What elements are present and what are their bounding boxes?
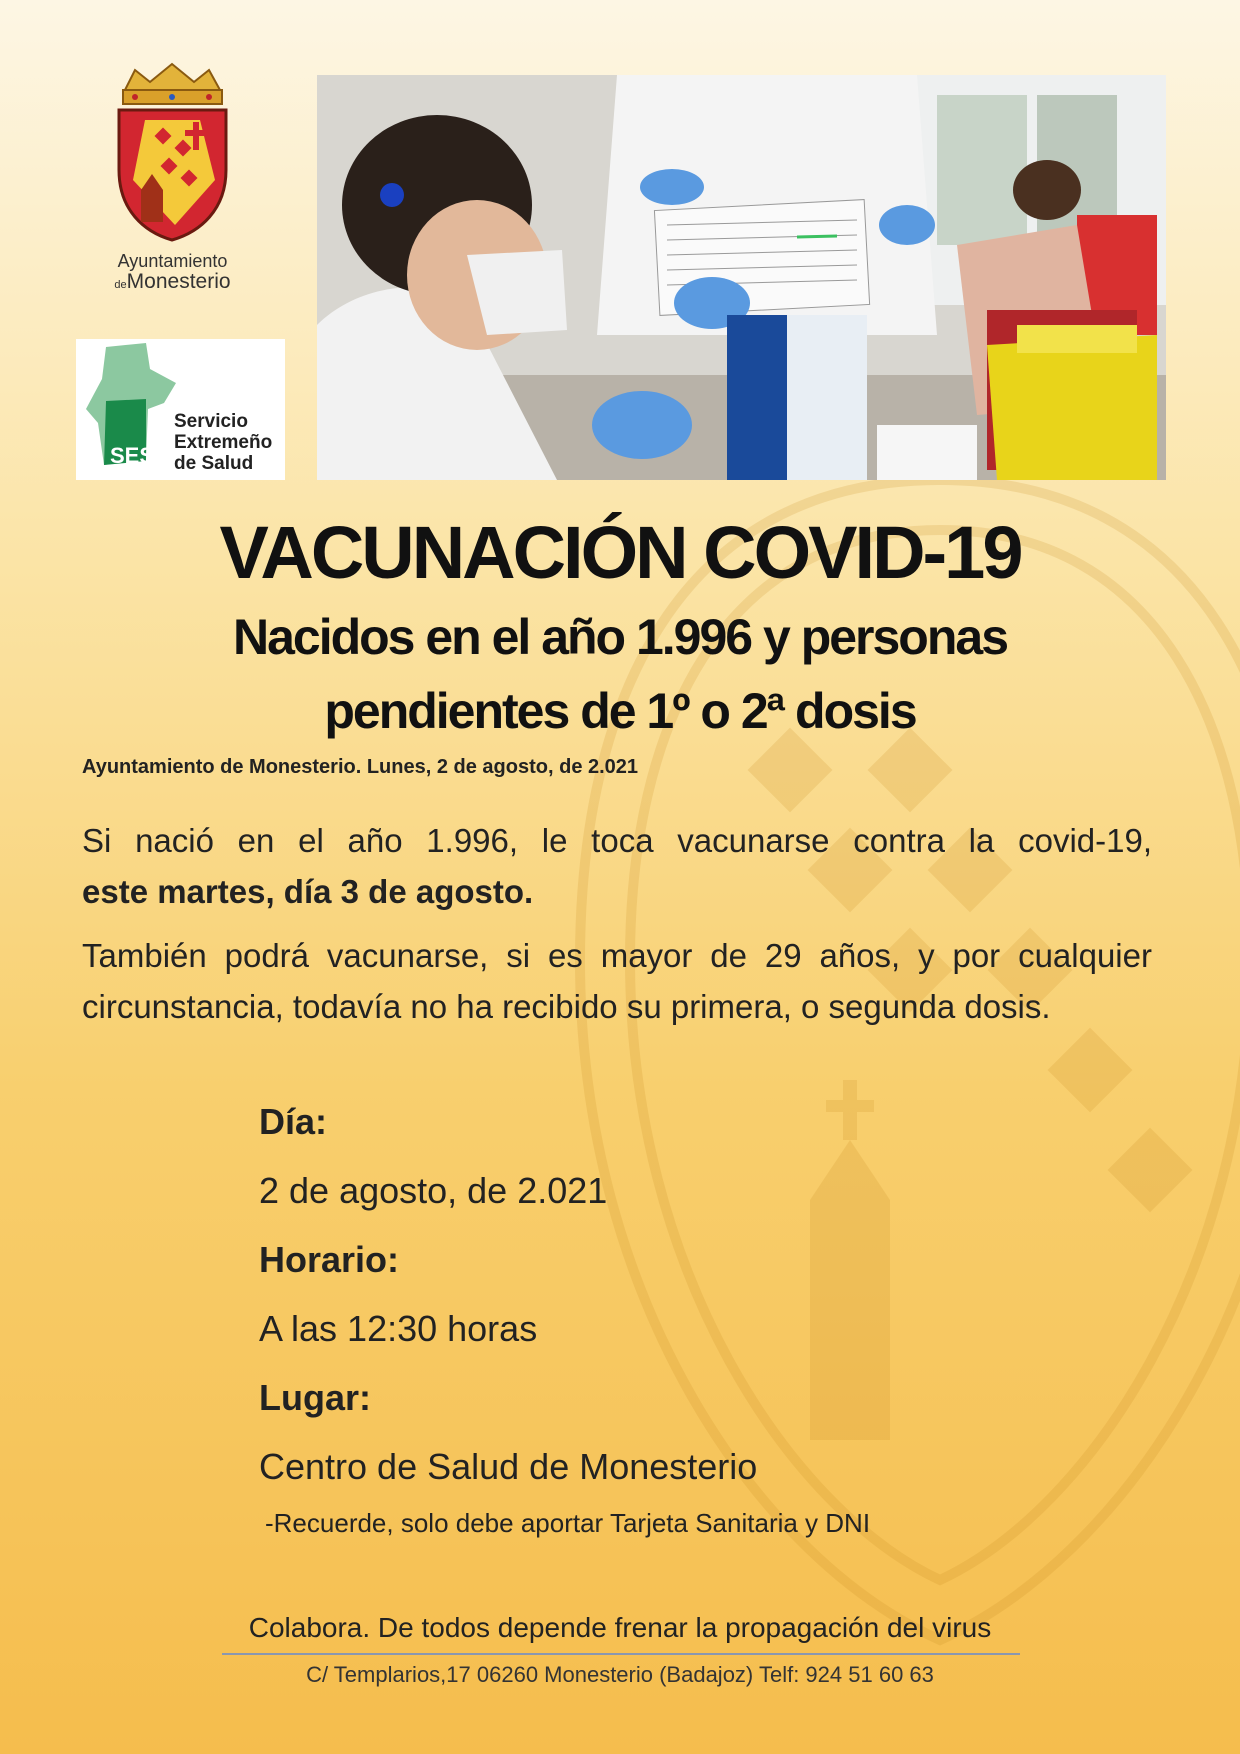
appointment-details [259,1097,757,1511]
body-paragraph-1: Si nació en el año 1.996, le toca vacunarse contra la covid-19, este martes, día 3 de agosto. [82,822,1152,910]
poster-title: VACUNACIÓN COVID-19 [219,511,1021,594]
vaccination-photo [317,75,1166,480]
poster-subtitle: Nacidos en el año 1.996 y personas pendientes de 1º o 2ª dosis [232,609,1008,739]
ayuntamiento-logo [100,60,245,296]
body-paragraph-2: También podrá vacunarse, si es mayor de 29 años, y por cualquier circunstancia, todavía no ha recibido su primera, o segunda dosis. [82,937,1152,1025]
horario-label: Horario: [259,1239,400,1280]
dia-label: Día: [259,1101,328,1142]
ayuntamiento-name-line2: deMonesterio [114,270,231,293]
dateline: Ayuntamiento de Monesterio. Lunes, 2 de agosto, de 2.021 [82,756,639,778]
reminder-note: -Recuerde, solo debe aportar Tarjeta Sanitaria y DNI [265,1508,871,1538]
ayuntamiento-name-line1: Ayuntamiento [117,251,228,271]
monesterio-crest-icon [105,60,240,245]
lugar-value: Centro de Salud de Monesterio [259,1446,758,1487]
ses-name: Servicio Extremeño de Salud [174,411,273,474]
dia-value: 2 de agosto, de 2.021 [259,1170,608,1211]
footer-slogan: Colabora. De todos depende frenar la propagación del virus [248,1612,992,1643]
lugar-label: Lugar: [259,1377,371,1418]
ses-abbr: SES [110,443,155,468]
footer-address: C/ Templarios,17 06260 Monesterio (Badajoz) Telf: 924 51 60 63 [306,1662,934,1687]
footer-divider [222,1653,1020,1655]
horario-value: A las 12:30 horas [259,1308,538,1349]
ses-logo [76,339,285,480]
